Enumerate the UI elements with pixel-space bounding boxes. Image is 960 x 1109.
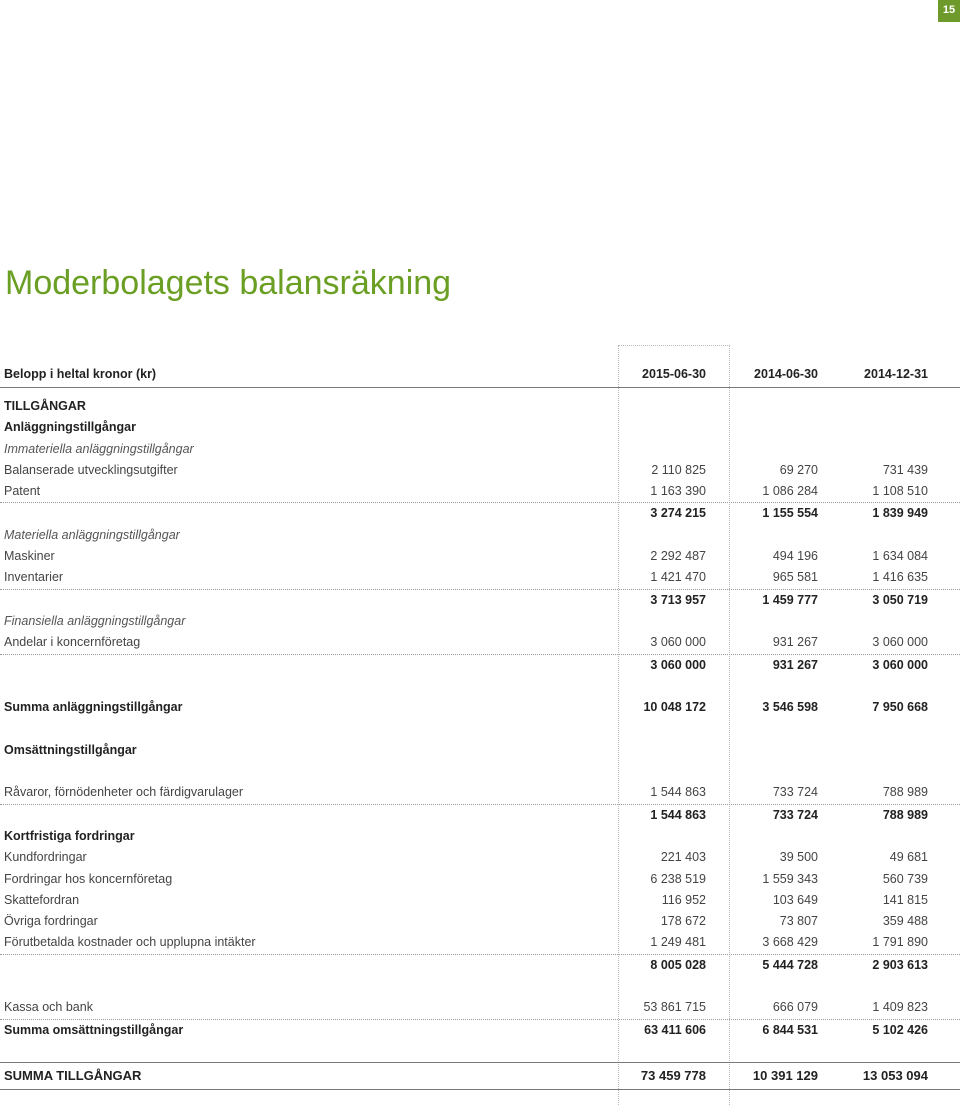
value-2015-06-30: 2 292 487	[650, 549, 706, 564]
row-label: Omsättningstillgångar	[4, 742, 137, 757]
row-label: SUMMA TILLGÅNGAR	[4, 1068, 142, 1084]
row-label: TILLGÅNGAR	[4, 399, 86, 413]
header-col-2015-06-30: 2015-06-30	[642, 367, 706, 381]
table-row	[0, 567, 960, 589]
value-2014-06-30: 965 581	[772, 570, 818, 585]
value-2015-06-30: 63 411 606	[644, 1022, 706, 1037]
value-2014-12-31: 788 989	[882, 807, 928, 822]
row-label: Maskiner	[4, 549, 55, 564]
value-2014-12-31: 560 739	[882, 871, 928, 886]
table-row	[0, 439, 960, 460]
spacer-row	[0, 761, 960, 782]
value-2015-06-30: 3 060 000	[650, 635, 706, 650]
table-row	[0, 740, 960, 761]
row-label: Övriga fordringar	[4, 914, 98, 929]
value-2014-06-30: 5 444 728	[762, 957, 818, 972]
value-2014-06-30: 103 649	[772, 892, 818, 907]
value-2014-06-30: 6 844 531	[762, 1022, 818, 1037]
row-label: Summa omsättningstillgångar	[4, 1022, 184, 1037]
value-2015-06-30: 1 544 863	[650, 785, 706, 800]
value-2014-06-30: 733 724	[772, 807, 818, 822]
row-label: Balanserade utvecklingsutgifter	[4, 462, 178, 477]
table-row	[0, 481, 960, 503]
spacer-row	[0, 976, 960, 997]
value-2015-06-30: 3 713 957	[650, 592, 706, 607]
value-2015-06-30: 1 421 470	[650, 570, 706, 585]
row-label: Fordringar hos koncernföretag	[4, 871, 173, 886]
table-row	[0, 546, 960, 567]
spacer-row	[0, 718, 960, 739]
balance-sheet-table	[0, 362, 960, 1090]
value-2014-12-31: 1 409 823	[872, 1000, 928, 1015]
table-row	[0, 997, 960, 1019]
table-row	[0, 1020, 960, 1041]
row-label: Immateriella anläggningstillgångar	[4, 441, 194, 456]
table-row	[0, 460, 960, 481]
value-2015-06-30: 3 274 215	[650, 506, 706, 521]
value-2014-12-31: 1 839 949	[872, 506, 928, 521]
value-2014-12-31: 5 102 426	[872, 1022, 928, 1037]
header-col-2014-06-30: 2014-06-30	[754, 367, 818, 381]
value-2015-06-30: 2 110 825	[651, 462, 706, 477]
table-row	[0, 525, 960, 546]
value-2015-06-30: 116 952	[661, 892, 706, 907]
subtotal-row	[0, 805, 960, 826]
subtotal-row	[0, 955, 960, 976]
value-2015-06-30: 53 861 715	[643, 1000, 706, 1015]
value-2015-06-30: 10 048 172	[643, 700, 706, 715]
value-2015-06-30: 221 403	[660, 850, 706, 865]
table-row	[0, 1062, 960, 1090]
row-label: Finansiella anläggningstillgångar	[4, 613, 186, 628]
value-2014-06-30: 10 391 129	[752, 1068, 818, 1084]
header-col-2014-12-31: 2014-12-31	[864, 367, 928, 381]
value-2014-06-30: 1 559 343	[762, 871, 818, 886]
value-2014-12-31: 1 108 510	[872, 484, 928, 499]
table-row	[0, 911, 960, 932]
value-2014-12-31: 2 903 613	[872, 957, 928, 972]
value-2014-06-30: 39 500	[779, 850, 818, 865]
value-2015-06-30: 1 544 863	[650, 807, 706, 822]
table-row	[0, 632, 960, 654]
row-label: Anläggningstillgångar	[4, 420, 136, 435]
value-2015-06-30: 178 672	[660, 914, 706, 929]
table-row	[0, 847, 960, 868]
page-number-badge: 15	[938, 0, 960, 22]
row-label: Kassa och bank	[4, 1000, 93, 1015]
value-2015-06-30: 1 163 390	[650, 484, 706, 499]
value-2014-06-30: 3 546 598	[762, 700, 818, 715]
value-2014-06-30: 931 267	[772, 635, 818, 650]
value-2014-06-30: 3 668 429	[762, 935, 818, 950]
value-2014-12-31: 359 488	[882, 914, 928, 929]
value-2014-12-31: 3 060 000	[872, 657, 928, 672]
table-row	[0, 890, 960, 911]
value-2014-12-31: 731 439	[882, 462, 928, 477]
subtotal-row	[0, 655, 960, 676]
value-2014-12-31: 141 815	[882, 892, 928, 907]
value-2014-12-31: 7 950 668	[872, 700, 928, 715]
table-row	[0, 782, 960, 804]
table-row	[0, 611, 960, 632]
row-label: Kortfristiga fordringar	[4, 828, 135, 843]
table-row	[0, 697, 960, 718]
value-2014-06-30: 733 724	[772, 785, 818, 800]
value-2014-12-31: 788 989	[882, 785, 928, 800]
value-2014-06-30: 666 079	[772, 1000, 818, 1015]
value-2014-12-31: 1 791 890	[872, 935, 928, 950]
value-2014-12-31: 13 053 094	[862, 1068, 928, 1084]
value-2014-12-31: 1 416 635	[872, 570, 928, 585]
value-2014-06-30: 1 155 554	[762, 506, 818, 521]
row-label: Råvaror, förnödenheter och färdigvarulager	[4, 785, 244, 800]
row-label: Patent	[4, 484, 41, 499]
value-2014-12-31: 49 681	[889, 850, 928, 865]
table-row	[0, 417, 960, 438]
value-2014-06-30: 1 086 284	[762, 484, 818, 499]
value-2014-06-30: 69 270	[779, 462, 818, 477]
value-2014-06-30: 494 196	[772, 549, 818, 564]
row-label: Kundfordringar	[4, 850, 87, 865]
value-2014-12-31: 1 634 084	[872, 549, 928, 564]
table-row	[0, 826, 960, 847]
header-gap	[0, 388, 960, 396]
spacer-row	[0, 676, 960, 697]
value-2015-06-30: 73 459 778	[640, 1068, 706, 1084]
value-2014-06-30: 1 459 777	[762, 592, 818, 607]
row-label: Inventarier	[4, 570, 64, 585]
table-header-row	[0, 362, 960, 388]
value-2015-06-30: 6 238 519	[650, 871, 706, 886]
value-2014-06-30: 931 267	[772, 657, 818, 672]
value-2014-12-31: 3 050 719	[872, 592, 928, 607]
table-body	[0, 388, 960, 1090]
value-2015-06-30: 1 249 481	[650, 935, 706, 950]
spacer-row	[0, 1041, 960, 1062]
value-2014-06-30: 73 807	[779, 914, 818, 929]
page-title: Moderbolagets balansräkning	[5, 264, 452, 302]
table-row	[0, 396, 960, 417]
table-row	[0, 869, 960, 890]
row-label: Skattefordran	[4, 892, 80, 907]
value-2015-06-30: 8 005 028	[650, 957, 706, 972]
subtotal-row	[0, 503, 960, 524]
row-label: Förutbetalda kostnader och upplupna intäkter	[4, 935, 256, 950]
subtotal-row	[0, 590, 960, 611]
table-row	[0, 932, 960, 954]
row-label: Summa anläggningstillgångar	[4, 700, 183, 715]
row-label: Materiella anläggningstillgångar	[4, 527, 180, 542]
row-label: Andelar i koncernföretag	[4, 635, 141, 650]
value-2014-12-31: 3 060 000	[872, 635, 928, 650]
value-2015-06-30: 3 060 000	[650, 657, 706, 672]
header-label: Belopp i heltal kronor (kr)	[4, 367, 157, 381]
